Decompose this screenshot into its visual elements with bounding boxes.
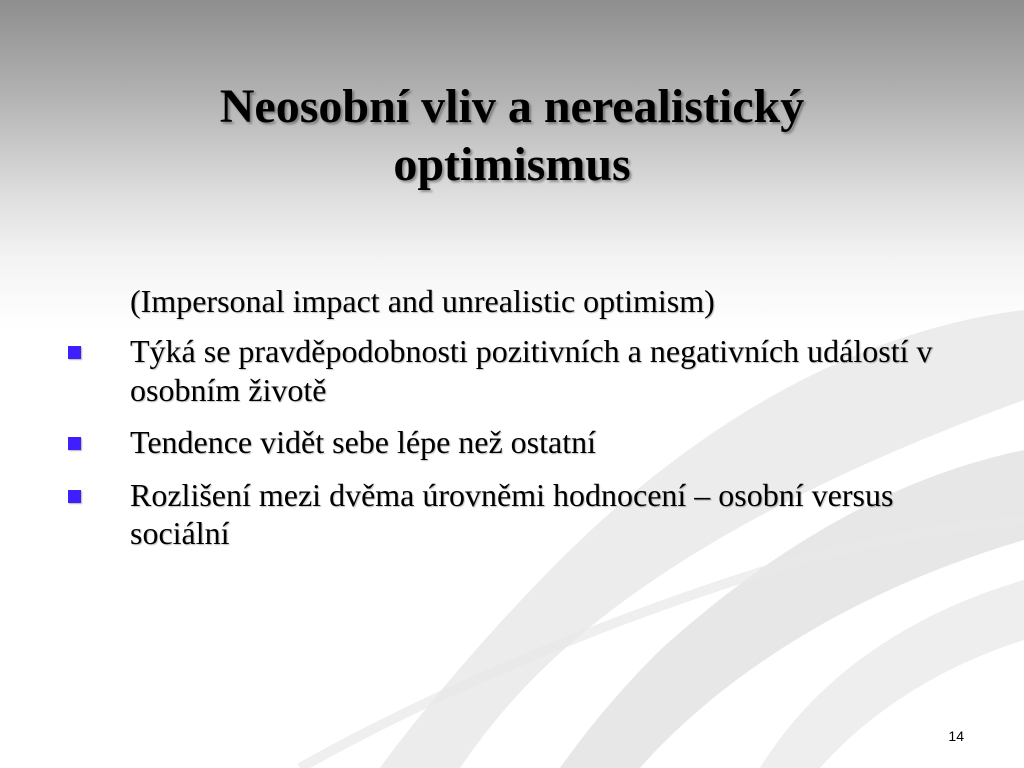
page-number: 14	[948, 728, 964, 744]
slide-subtitle: (Impersonal impact and unrealistic optimism)	[130, 283, 715, 319]
bullet-text: Tendence vidět sebe lépe než ostatní	[130, 424, 596, 461]
bullet-item	[60, 423, 960, 461]
bullet-text: Týká se pravděpodobnosti pozitivních a negativních událostí v osobním životě	[130, 333, 933, 408]
bullet-item	[60, 332, 960, 409]
bullet-item	[60, 476, 960, 553]
square-bullet-icon	[68, 437, 81, 450]
square-bullet-icon	[68, 490, 81, 503]
square-bullet-icon	[68, 346, 81, 359]
slide-title: Neosobní vliv a nerealistický optimismus	[219, 80, 805, 191]
slide-body	[60, 282, 960, 566]
bullet-text: Rozlišení mezi dvěma úrovněmi hodnocení – osobní versus sociální	[130, 476, 894, 551]
